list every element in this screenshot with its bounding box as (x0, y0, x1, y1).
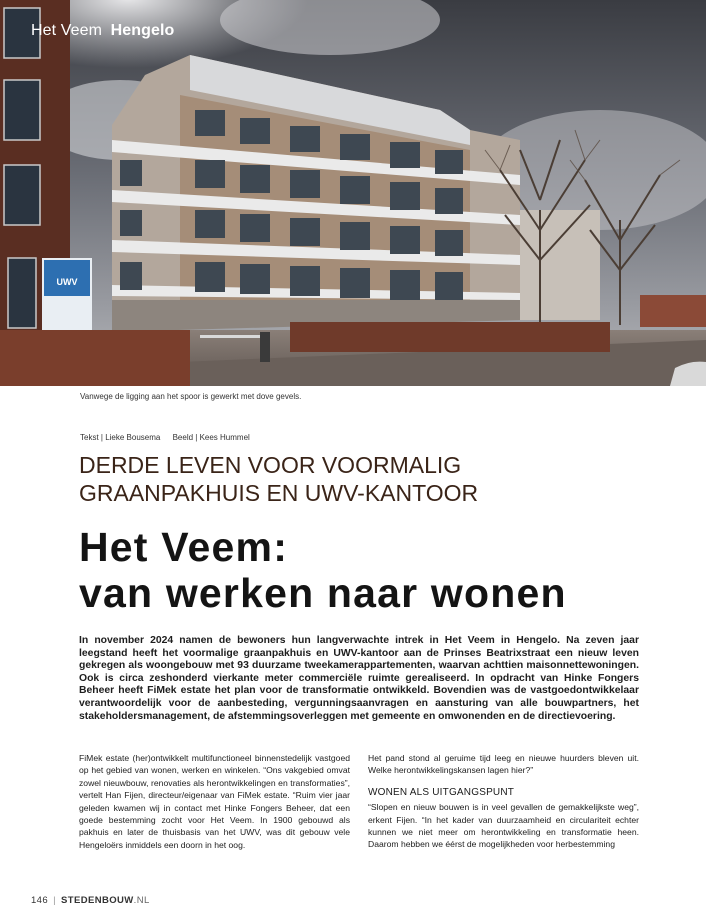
credits (80, 433, 250, 442)
credit-image: Beeld | Kees Hummel (172, 433, 250, 442)
section-label-light: Het Veem (31, 22, 103, 39)
kicker (79, 451, 639, 507)
body-left-text: FiMek estate (her)ontwikkelt multifunctioneel binnenstedelijk vastgoed op het gebied van wonen, werken en winkelen. “Ons vakgebied omvat zowel nieuwbouw, renovaties als herontwikkelingen en transformaties”, vertelt Han Fijen, directeur/eigenaar van FiMek estate. “Ruim vier jaar geleden kwamen wij in contact met Hinke Fongers Beheer, dat een goede bestemming zocht voor Het Veem. In 1900 gebouwd als pakhuis en later de thuisbasis van het UWV, was dit gebouw vele Hengeloërs inmiddels een doorn in het oog. (79, 753, 350, 850)
body-right-intro: Het pand stond al geruime tijd leeg en nieuwe huurders bleven uit. Welke herontwikkelingskansen lagen hier?” (368, 753, 639, 776)
photo-caption: Vanwege de ligging aan het spoor is gewerkt met dove gevels. (80, 392, 302, 401)
page-number: 146 (31, 895, 49, 906)
uwv-sign-text: UWV (56, 277, 78, 287)
footer-separator: | (53, 895, 56, 906)
kicker-line-2: GRAANPAKHUIS EN UWV-KANTOOR (79, 480, 479, 506)
page-footer (31, 895, 150, 906)
body-column-right (368, 752, 639, 851)
section-label-bold: Hengelo (110, 22, 175, 39)
footer-brand-tld: .NL (133, 895, 150, 906)
kicker-line-1: DERDE LEVEN VOOR VOORMALIG (79, 452, 462, 478)
footer-brand: STEDENBOUW (61, 895, 134, 906)
section-label (31, 22, 174, 40)
hero-photo (0, 0, 706, 386)
headline (79, 524, 679, 616)
body-right-text: “Slopen en nieuw bouwen is in veel gevallen de gemakkelijkste weg”, erkent Fijen. “In het kader van duurzaamheid en circulariteit echter kunnen we niet meer om herontwikkeling en transformatie heen. Daarom hebben we éérst de mogelijkheden voor herbestemming (368, 802, 639, 850)
intro-paragraph: In november 2024 namen de bewoners hun langverwachte intrek in Het Veem in Hengelo. Na zeven jaar leegstand heeft het voormalige graanpakhuis en UWV-kantoor aan de Prinses Beatrixstraat een nieuw leven gekregen als woongebouw met 93 duurzame tweekamerappartementen, waarvan achttien maisonnettewoningen. Ook is circa zeshonderd vierkante meter commerciële ruimte gerealiseerd. In opdracht van Hinke Fongers Beheer heeft FiMek estate het plan voor de transformatie ontwikkeld. Bovendien was de vastgoedontwikkelaar verantwoordelijk voor de aanbesteding, vergunningsaanvragen en aansturing van alle bouwpartners, het stakeholdersmanagement, de afstemmingsoverleggen met gemeente en omwonenden en de directievoering. (79, 635, 639, 722)
headline-line-1: Het Veem: (79, 524, 289, 570)
credit-text: Tekst | Lieke Bousema (80, 433, 161, 442)
body-column-left (79, 752, 350, 851)
headline-line-2: van werken naar wonen (79, 570, 567, 616)
subheading: WONEN ALS UITGANGSPUNT (368, 786, 515, 798)
